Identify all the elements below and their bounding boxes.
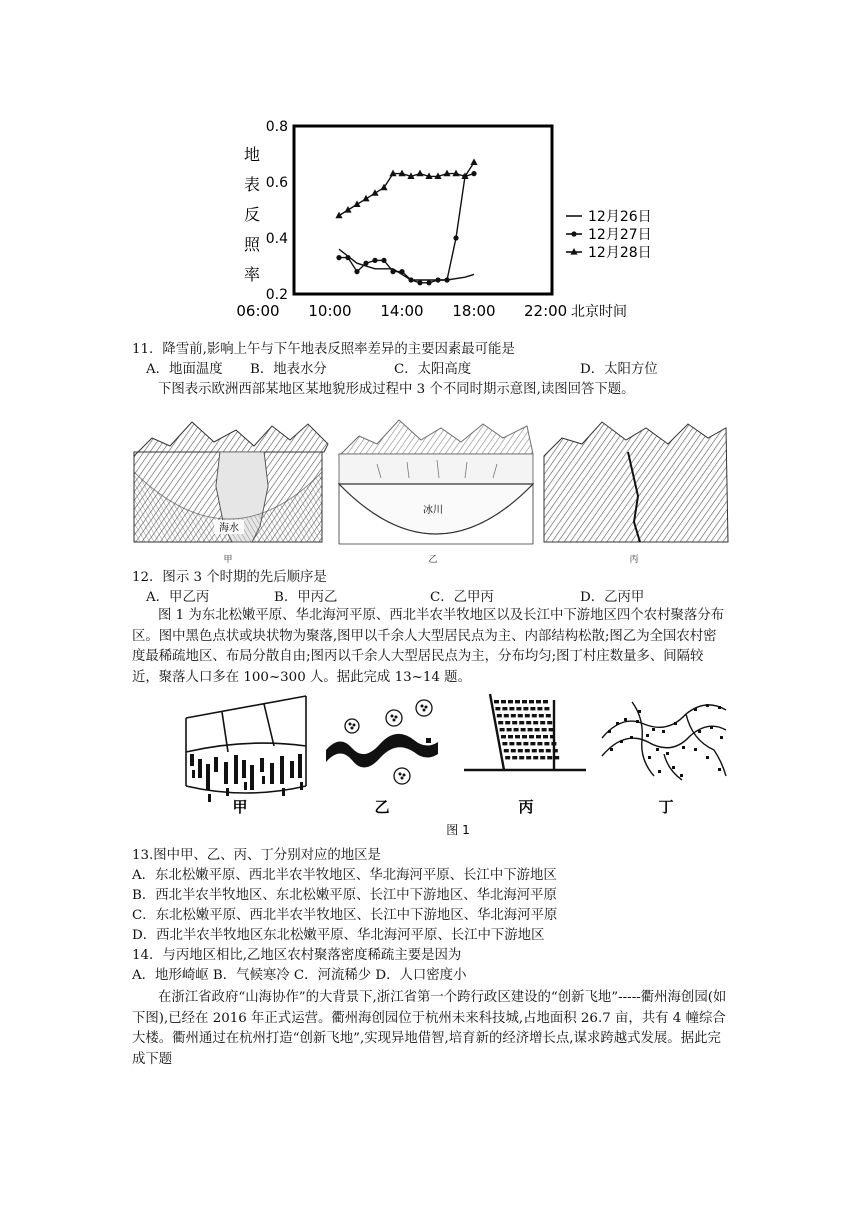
- bing-settlement-rows: [494, 700, 559, 759]
- settlement-unit: [509, 742, 514, 745]
- settlement-dot: [674, 722, 677, 725]
- settlement-unit: [505, 756, 510, 759]
- caption-yi: 乙: [428, 555, 438, 565]
- settlement-unit: [544, 707, 549, 710]
- mountains-bing: [544, 422, 728, 542]
- settlement-unit: [508, 700, 513, 703]
- data-point: [381, 258, 386, 263]
- settlement-unit: [537, 707, 542, 710]
- albedo-chart-svg: [236, 110, 676, 326]
- data-point: [443, 170, 450, 177]
- settlement-dot: [652, 728, 655, 731]
- plot-frame: [294, 126, 552, 294]
- settlement-unit: [515, 735, 520, 738]
- q11-option-c[interactable]: C．太阳高度: [394, 362, 472, 377]
- q12-option-a[interactable]: A．甲乙丙: [146, 590, 210, 605]
- settlement-unit: [546, 749, 551, 752]
- settlement-block: [198, 759, 202, 778]
- settlement-dot: [395, 716, 398, 719]
- settlement-unit: [518, 714, 523, 717]
- settlement-unit: [497, 714, 502, 717]
- settlement-figure: [176, 690, 756, 840]
- jia-roads: [186, 696, 306, 793]
- series-line-2: [339, 174, 474, 283]
- settlement-unit: [525, 714, 530, 717]
- settlement-block: [280, 756, 284, 784]
- data-point: [371, 189, 378, 196]
- settlement-unit: [495, 707, 500, 710]
- data-point: [336, 255, 341, 260]
- settlement-block: [298, 754, 302, 778]
- landform-panel-yi: [339, 420, 533, 565]
- settlement-unit: [501, 700, 506, 703]
- data-point: [426, 280, 431, 285]
- x-tick-label: 18:00: [452, 302, 496, 320]
- yi-village-2: [386, 710, 402, 726]
- settlement-unit: [539, 749, 544, 752]
- q12-intro: 下图表示欧洲西部某地区某地貌形成过程中 3 个不同时期示意图,读图回答下题。: [158, 382, 635, 397]
- q14-options[interactable]: A．地形崎岖 B．气候寒冷 C．河流稀少 D．人口密度小: [132, 968, 467, 983]
- bing-roads: [464, 694, 586, 770]
- settlement-caption-bing: 丙: [518, 798, 534, 816]
- settlement-unit: [516, 742, 521, 745]
- settlement-unit: [546, 714, 551, 717]
- settlement-unit: [494, 700, 499, 703]
- q15-intro: 在浙江省政府“山海协作”的大背景下,浙江省第一个跨行政区建设的“创新飞地”-----衢州海创园(如下图),已经在 2016 年正式运营。衢州海创园位于杭州未来科技城,占地面积 26.7 亩，共有 4 幢综合大楼。衢州通过在杭州打造“创新飞地”,实现异地借智,培育新的经济增长点,谋求跨越式发展。据此完成下题: [132, 990, 727, 1067]
- data-point: [417, 280, 422, 285]
- settlement-unit: [500, 728, 505, 731]
- settlement-dot: [608, 730, 611, 733]
- legend: [566, 209, 652, 261]
- data-point: [363, 261, 368, 266]
- settlement-unit: [543, 700, 548, 703]
- legend-marker: [571, 231, 576, 236]
- settlement-block: [260, 758, 264, 772]
- y-tick-label: 0.2: [265, 287, 288, 303]
- settlement-unit: [530, 742, 535, 745]
- glacier-label: 冰川: [423, 505, 443, 516]
- settlement-unit: [509, 707, 514, 710]
- settlement-block: [214, 757, 218, 772]
- data-point: [435, 277, 440, 282]
- data-point: [345, 255, 350, 260]
- data-point: [470, 158, 477, 165]
- caption-jia: 甲: [223, 555, 233, 565]
- settlement-unit: [528, 728, 533, 731]
- settlement-unit: [505, 721, 510, 724]
- settlement-unit: [519, 721, 524, 724]
- settlement-block: [192, 770, 195, 778]
- data-point: [452, 170, 459, 177]
- landform-panel-jia: [134, 422, 328, 565]
- yi-village-4: [394, 768, 410, 784]
- settlement-caption-ding: 丁: [658, 798, 674, 816]
- settlement-dot: [425, 706, 428, 709]
- settlement-unit: [540, 756, 545, 759]
- data-point: [471, 171, 476, 176]
- y-tick-labels: [266, 119, 288, 303]
- settlement-dot: [720, 736, 723, 739]
- settlement-dot: [648, 756, 651, 759]
- yi-hamlet: [426, 738, 431, 743]
- glacier-surface: [339, 454, 533, 484]
- x-axis-unit: 北京时间: [571, 304, 627, 320]
- settlement-dot: [630, 736, 633, 739]
- y-tick-label: 0.4: [265, 231, 288, 247]
- y-axis-label-char: 照: [243, 235, 261, 254]
- settlement-dot: [694, 748, 697, 751]
- settlement-unit: [539, 714, 544, 717]
- x-tick-labels: [236, 302, 627, 320]
- yi-river: [326, 734, 438, 768]
- x-tick-label: 14:00: [380, 302, 424, 320]
- data-point: [362, 195, 369, 202]
- settlement-unit: [554, 756, 559, 759]
- series-layer: [335, 158, 477, 285]
- settlement-block: [300, 782, 303, 790]
- y-axis-label-char: 率: [243, 265, 261, 284]
- settlement-dot: [616, 722, 619, 725]
- settlement-dot: [710, 726, 713, 729]
- settlement-unit: [515, 700, 520, 703]
- settlement-dot: [682, 746, 685, 749]
- settlement-panel-ding: [602, 702, 726, 780]
- settlement-dot: [706, 704, 709, 707]
- yi-village-3: [416, 700, 432, 716]
- settlement-unit: [522, 735, 527, 738]
- settlement-unit: [526, 721, 531, 724]
- q11-option-b[interactable]: B．地表水分: [250, 362, 327, 377]
- data-point: [372, 258, 377, 263]
- settlement-unit: [529, 735, 534, 738]
- settlement-dot: [638, 710, 641, 713]
- settlement-unit: [530, 707, 535, 710]
- settlement-unit: [529, 700, 534, 703]
- landform-figure: [132, 416, 732, 568]
- settlement-dot: [353, 724, 356, 727]
- data-point: [354, 269, 359, 274]
- q13-option-d[interactable]: D．西北半农半牧地区东北松嫩平原、华北海河平原、长江中下游地区: [132, 928, 545, 943]
- data-point: [399, 269, 404, 274]
- settlement-dot: [351, 727, 354, 730]
- y-tick-label: 0.6: [265, 175, 288, 191]
- settlement-dot: [393, 719, 396, 722]
- settlement-block: [270, 763, 274, 784]
- q14-stem: 14．与丙地区相比,乙地区农村聚落密度稀疏主要是因为: [132, 948, 462, 963]
- settlement-dot: [666, 752, 669, 755]
- settlement-unit: [519, 756, 524, 759]
- q12-option-d[interactable]: D．乙丙甲: [580, 590, 645, 605]
- settlement-unit: [504, 714, 509, 717]
- settlement-unit: [518, 749, 523, 752]
- q11-options: [146, 360, 766, 380]
- settlement-dot: [672, 766, 675, 769]
- settlement-unit: [523, 707, 528, 710]
- settlement-dot: [680, 774, 683, 777]
- settlement-block: [206, 764, 210, 790]
- settlement-dot: [646, 734, 649, 737]
- y-tick-label: 0.8: [265, 119, 288, 135]
- legend-entry: 12月26日: [588, 209, 652, 225]
- settlement-unit: [502, 742, 507, 745]
- settlement-unit: [508, 735, 513, 738]
- landform-figure-svg: [132, 416, 732, 568]
- settlement-unit: [502, 707, 507, 710]
- settlement-dot: [391, 715, 394, 718]
- settlement-dot: [624, 718, 627, 721]
- settlement-figure-svg: [176, 690, 756, 840]
- legend-entry: 12月28日: [588, 245, 652, 261]
- q13-option-b[interactable]: B．西北半农半牧地区、东北松嫩平原、长江中下游地区、华北海河平原: [132, 888, 557, 903]
- settlement-block: [282, 788, 285, 796]
- settlement-unit: [544, 742, 549, 745]
- settlement-unit: [536, 735, 541, 738]
- settlement-unit: [501, 735, 506, 738]
- settlement-block: [290, 761, 294, 778]
- settlement-block: [242, 760, 246, 778]
- q12-stem: 12．图示 3 个时期的先后顺序是: [132, 570, 327, 585]
- q11-option-d[interactable]: D．太阳方位: [580, 362, 658, 377]
- settlement-dot: [718, 706, 721, 709]
- settlement-caption-yi: 乙: [374, 798, 390, 816]
- settlement-unit: [504, 749, 509, 752]
- settlement-unit: [522, 700, 527, 703]
- settlement-unit: [549, 728, 554, 731]
- settlement-unit: [533, 721, 538, 724]
- settlement-unit: [540, 721, 545, 724]
- settlement-panel-yi: [326, 700, 438, 784]
- settlement-dot: [658, 770, 661, 773]
- x-tick-label: 06:00: [236, 302, 280, 320]
- x-tick-label: 10:00: [308, 302, 352, 320]
- legend-entry: 12月27日: [588, 227, 652, 243]
- settlement-dot: [662, 730, 665, 733]
- settlement-dot: [706, 756, 709, 759]
- settlement-dot: [610, 748, 613, 751]
- settlement-unit: [498, 721, 503, 724]
- q13-stem: 13.图中甲、乙、丙、丁分别对应的地区是: [132, 848, 381, 863]
- settlement-unit: [533, 756, 538, 759]
- settlement-unit: [551, 742, 556, 745]
- q12-option-c[interactable]: C．乙甲丙: [430, 590, 494, 605]
- data-point: [344, 206, 351, 213]
- settlement-unit: [532, 749, 537, 752]
- settlement-dot: [718, 768, 721, 771]
- settlement-unit: [542, 728, 547, 731]
- data-point: [444, 277, 449, 282]
- settlement-unit: [512, 721, 517, 724]
- caption-bing: 丙: [629, 555, 639, 565]
- landform-panel-bing: [544, 422, 728, 565]
- settlement-block: [208, 794, 211, 802]
- settlement-block: [262, 776, 265, 784]
- mountains-yi: [339, 420, 533, 456]
- settlement-block: [244, 782, 247, 790]
- settlement-unit: [516, 707, 521, 710]
- settlement-unit: [511, 749, 516, 752]
- settlement-unit: [547, 721, 552, 724]
- settlement-unit: [521, 728, 526, 731]
- y-axis-label: [244, 145, 261, 284]
- settlement-panel-bing: [464, 694, 586, 770]
- settlement-unit: [553, 749, 558, 752]
- settlement-unit: [526, 756, 531, 759]
- settlement-dot: [636, 720, 639, 723]
- data-point: [416, 170, 423, 177]
- settlement-dot: [403, 774, 406, 777]
- settlement-dot: [423, 709, 426, 712]
- settlement-dot: [399, 773, 402, 776]
- settlement-unit: [525, 749, 530, 752]
- settlement-caption-jia: 甲: [232, 798, 248, 816]
- albedo-chart: [236, 110, 676, 326]
- data-point: [398, 170, 405, 177]
- settlement-dot: [421, 705, 424, 708]
- settlement-dot: [698, 730, 701, 733]
- settlement-dot: [620, 740, 623, 743]
- settlement-unit: [523, 742, 528, 745]
- y-axis-label-char: 反: [243, 205, 261, 224]
- data-point: [453, 235, 458, 240]
- jia-settlement-blocks: [190, 754, 303, 802]
- y-axis-label-char: 地: [243, 145, 261, 164]
- settlement-dot: [401, 777, 404, 780]
- settlement-dot: [694, 708, 697, 711]
- settlement-unit: [532, 714, 537, 717]
- data-point: [353, 200, 360, 207]
- x-tick-label: 22:00: [524, 302, 568, 320]
- q12-option-b[interactable]: B．甲丙乙: [274, 590, 338, 605]
- settlement-block: [224, 762, 228, 784]
- y-axis-label-char: 表: [243, 175, 261, 194]
- settlement-block: [226, 788, 229, 796]
- q11-option-a[interactable]: A．地面温度: [146, 362, 223, 377]
- settlement-unit: [547, 756, 552, 759]
- q13-option-c[interactable]: C．东北松嫩平原、西北半农半牧地区、长江中下游地区、华北海河平原: [132, 908, 558, 923]
- q13-intro: 图 1 为东北松嫩平原、华北海河平原、西北半农半牧地区以及长江中下游地区四个农村聚落分布区。图中黑色点状或块状物为聚落,图甲以千余人大型居民点为主、内部结构松散;图乙为全国农村密度最稀疏地区、布局分散自由;图丙以千余人大型居民点为主，分布均匀;图丁村庄数量多、间隔较近，聚落人口多在 100~300 人。据此完成 13~14 题。: [132, 608, 725, 685]
- data-point: [390, 269, 395, 274]
- settlement-unit: [550, 735, 555, 738]
- mountains-jia: [134, 422, 328, 456]
- data-point: [408, 277, 413, 282]
- settlement-block: [234, 755, 238, 784]
- q11-stem: 11．降雪前,影响上午与下午地表反照率差异的主要因素最可能是: [132, 342, 515, 357]
- ding-settlement-dots: [608, 704, 723, 777]
- settlement-unit: [507, 728, 512, 731]
- settlement-unit: [512, 756, 517, 759]
- settlement-panel-jia: [186, 696, 306, 802]
- sea-label: 海水: [219, 523, 239, 534]
- settlement-dot: [656, 748, 659, 751]
- data-point: [389, 170, 396, 177]
- q12-options: [146, 588, 766, 608]
- data-point: [335, 212, 342, 219]
- settlement-unit: [535, 728, 540, 731]
- series-line-3: [339, 162, 474, 215]
- settlement-block: [190, 754, 194, 766]
- settlement-unit: [537, 742, 542, 745]
- settlement-block: [250, 765, 254, 790]
- yi-village-1: [345, 719, 359, 733]
- settlement-dot: [349, 723, 352, 726]
- settlement-unit: [543, 735, 548, 738]
- q13-option-a[interactable]: A．东北松嫩平原、西北半农半牧地区、华北海河平原、长江中下游地区: [132, 868, 557, 883]
- figure-1-title: 图 1: [446, 823, 470, 837]
- settlement-unit: [511, 714, 516, 717]
- settlement-unit: [536, 700, 541, 703]
- settlement-unit: [514, 728, 519, 731]
